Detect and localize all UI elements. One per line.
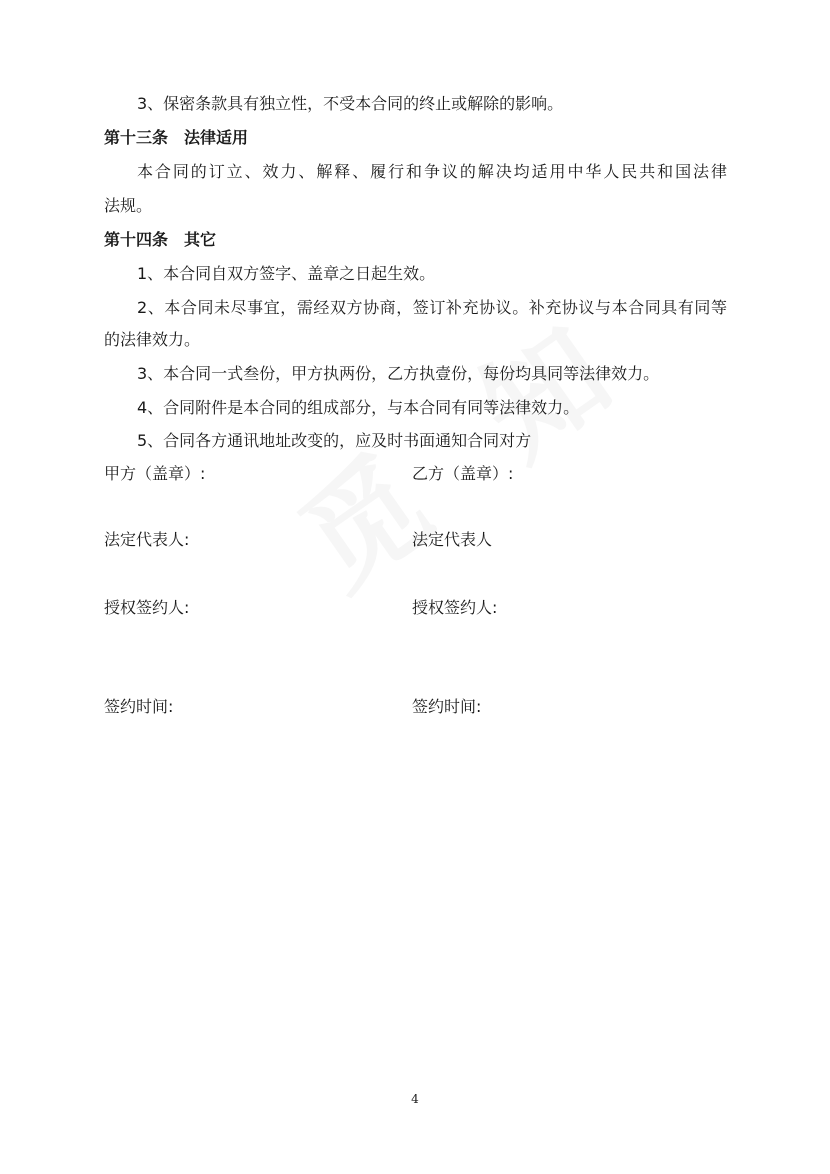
party-b-authorized-signer-label: 授权签约人: xyxy=(412,598,498,617)
clause-14-item-2-line1: 2、本合同未尽事宜，需经双方协商，签订补充协议。补充协议与本合同具有同等 xyxy=(137,298,727,317)
clause-14-item-3: 3、本合同一式叁份，甲方执两份，乙方执壹份，每份均具同等法律效力。 xyxy=(137,364,660,383)
page-number: 4 xyxy=(411,1092,419,1106)
party-a-authorized-signer-label: 授权签约人: xyxy=(104,598,190,617)
clause-14-item-4: 4、合同附件是本合同的组成部分，与本合同有同等法律效力。 xyxy=(137,398,580,417)
clause-14-item-1: 1、本合同自双方签字、盖章之日起生效。 xyxy=(137,264,436,283)
clause-12-item-3: 3、保密条款具有独立性，不受本合同的终止或解除的影响。 xyxy=(137,94,564,113)
party-a-seal-label: 甲方（盖章）: xyxy=(104,464,206,483)
clause-13-body-line1: 本合同的订立、效力、解释、履行和争议的解决均适用中华人民共和国法律 xyxy=(137,162,727,181)
clause-14-item-5: 5、合同各方通讯地址改变的，应及时书面通知合同对方 xyxy=(137,431,532,450)
clause-13-body-line2: 法规。 xyxy=(104,196,153,215)
party-b-sign-date-label: 签约时间: xyxy=(412,697,482,716)
party-b-seal-label: 乙方（盖章）: xyxy=(412,464,514,483)
party-a-sign-date-label: 签约时间: xyxy=(104,697,174,716)
clause-14-item-2-line2: 的法律效力。 xyxy=(104,330,201,349)
party-a-legal-rep-label: 法定代表人: xyxy=(104,530,190,549)
party-b-legal-rep-label: 法定代表人 xyxy=(412,530,493,549)
clause-13-heading: 第十三条 法律适用 xyxy=(104,128,249,147)
clause-14-heading: 第十四条 其它 xyxy=(104,230,217,249)
